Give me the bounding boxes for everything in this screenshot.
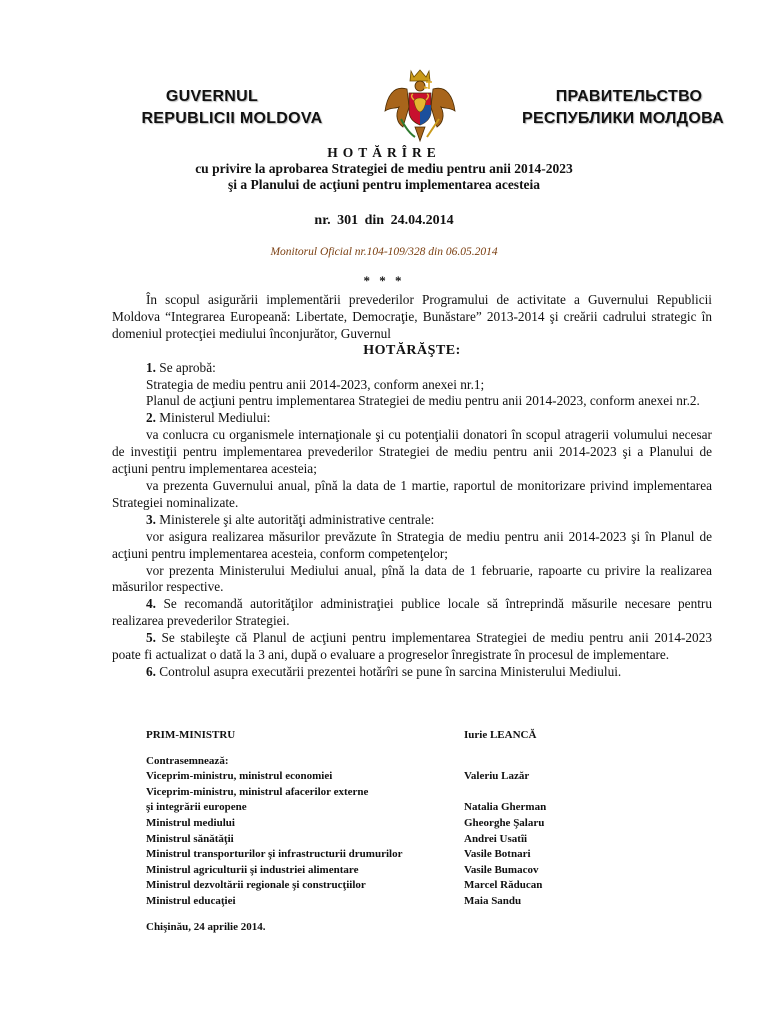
- signer-name: Vasile Bumacov: [464, 863, 539, 876]
- signer-role: Ministrul sănătăţii: [146, 832, 234, 845]
- countersign-row: [146, 894, 646, 910]
- point-3-item-b: vor prezenta Ministerului Mediului anual, pînă la data de 1 februarie, rapoarte cu privire la realizarea măsurilor respective.: [112, 562, 712, 595]
- countersign-row: [146, 847, 646, 863]
- point-number: 3.: [146, 511, 156, 527]
- point-text: Se stabileşte că Planul de acţiuni pentru implementarea Strategiei de mediu pentru anii 2014-2023 poate fi actualizat o dată la 3 ani, după o evaluare a progreselor înregistrate în procesul de implementare.: [112, 630, 712, 663]
- signer-name: Vasile Botnari: [464, 848, 531, 861]
- moldova-coat-of-arms-icon: [383, 67, 457, 147]
- signer-name: Natalia Gherman: [464, 801, 547, 814]
- countersign-row: [146, 878, 646, 894]
- point-number: 6.: [146, 663, 156, 679]
- document-title: HOTĂRÎRE: [327, 145, 441, 160]
- countersign-label: Contrasemnează:: [146, 754, 229, 767]
- countersign-row: [146, 800, 646, 816]
- point-1-item-b: Planul de acţiuni pentru implementarea Strategiei de mediu pentru anii 2014-2023, conform anexei nr.2.: [146, 393, 700, 409]
- point-text: Se recomandă autorităţilor administraţiei publice locale să întreprindă măsurile necesare pentru realizarea prevederilor Strategiei.: [112, 596, 712, 629]
- signer-role: Ministrul mediului: [146, 816, 235, 829]
- point-2-item-b: va prezenta Guvernului anual, pînă la data de 1 martie, raportul de monitorizare privind implementarea Strategiei nominalizate.: [112, 477, 712, 510]
- header-right-line1: ПРАВИТЕЛЬСТВО: [555, 88, 703, 105]
- signer-name: Gheorghe Şalaru: [464, 816, 545, 829]
- place-and-date: Chişinău, 24 aprilie 2014.: [146, 920, 266, 933]
- point-2-item-a: va conlucra cu organismele internaţionale şi cu potenţialii donatori în scopul atragerii volumului necesar de investiţii pentru implementarea prevederilor Strategiei de mediu pentru anii 2014-2023 şi a Planului de acţiuni pentru implementarea acesteia;: [112, 427, 712, 477]
- signer-role: Viceprim-ministru, ministrul afacerilor externe: [146, 785, 369, 798]
- separator-stars: * * *: [363, 273, 405, 288]
- point-3: [112, 512, 712, 529]
- point-text: Ministerele şi alte autorităţi administrative centrale:: [155, 511, 435, 527]
- decides-heading: HOTĂRĂŞTE:: [363, 342, 461, 358]
- header-right-line2: РЕСПУБЛИКИ МОЛДОВА: [521, 110, 725, 127]
- point-5: [112, 630, 712, 664]
- header-left-line1: GUVERNUL: [165, 88, 259, 105]
- point-4: [112, 596, 712, 630]
- signer-name: Andrei Usatîi: [464, 832, 528, 845]
- signer-role: Ministrul educaţiei: [146, 894, 236, 907]
- point-number: 2.: [146, 410, 156, 426]
- document-subtitle-line2: şi a Planului de acţiuni pentru implementarea acesteia: [227, 177, 541, 192]
- signer-role: PRIM-MINISTRU: [146, 729, 236, 741]
- header-left-ro: [112, 86, 352, 130]
- header-right-ru: [508, 86, 738, 130]
- countersign-row: [146, 785, 646, 801]
- point-number: 5.: [146, 630, 156, 646]
- document-body: [112, 292, 712, 681]
- signer-name: Maia Sandu: [464, 894, 522, 907]
- countersign-row: [146, 832, 646, 848]
- point-1: [112, 360, 712, 377]
- signer-name: [464, 785, 646, 801]
- signer-name: Iurie LEANCĂ: [464, 729, 537, 741]
- countersign-row: [146, 769, 646, 785]
- signer-role: şi integrării europene: [146, 801, 247, 814]
- point-2: [112, 410, 712, 427]
- point-1-item-a: Strategia de mediu pentru anii 2014-2023, conform anexei nr.1;: [146, 376, 485, 392]
- document-number: nr. 301 din 24.04.2014: [314, 213, 454, 228]
- point-6: [112, 664, 712, 681]
- point-text: Ministerul Mediului:: [155, 410, 271, 426]
- intro-paragraph: În scopul asigurării implementării prevederilor Programului de activitate a Guvernului Republicii Moldova “Integrarea Europeană: Libertate, Democraţie, Bunăstare” 2013-2014 şi creării cadrului strategic în domeniul protecţiei mediului înconjurător, Guvernul: [112, 292, 712, 341]
- point-number: 4.: [146, 596, 156, 612]
- signer-role: Viceprim-ministru, ministrul economiei: [146, 770, 333, 783]
- signer-name: Marcel Răducan: [464, 879, 543, 892]
- countersign-row: [146, 816, 646, 832]
- countersign-list: [146, 769, 646, 909]
- signer-role: Ministrul dezvoltării regionale şi construcţiilor: [146, 879, 366, 892]
- point-number: 1.: [146, 359, 156, 375]
- point-text: Controlul asupra executării prezentei hotărîri se pune în sarcina Ministerului Mediului.: [155, 663, 622, 679]
- signature-block: [146, 728, 646, 935]
- monitor-oficial-reference: Monitorul Oficial nr.104-109/328 din 06.05.2014: [270, 246, 498, 258]
- point-3-item-a: vor asigura realizarea măsurilor prevăzute în Strategia de mediu pentru anii 2014-2023 şi în Planul de acţiuni pentru implementarea acesteia, conform competenţelor;: [112, 528, 712, 561]
- signer-role: Ministrul transporturilor şi infrastructurii drumurilor: [146, 848, 403, 861]
- point-text: Se aprobă:: [155, 359, 216, 375]
- signer-name: Valeriu Lazăr: [464, 770, 530, 783]
- header-left-line2: REPUBLICII MOLDOVA: [141, 110, 323, 127]
- countersign-row: [146, 863, 646, 879]
- signer-role: Ministrul agriculturii şi industriei alimentare: [146, 863, 359, 876]
- document-subtitle-line1: cu privire la aprobarea Strategiei de mediu pentru anii 2014-2023: [195, 161, 573, 176]
- prime-minister-row: [146, 728, 646, 744]
